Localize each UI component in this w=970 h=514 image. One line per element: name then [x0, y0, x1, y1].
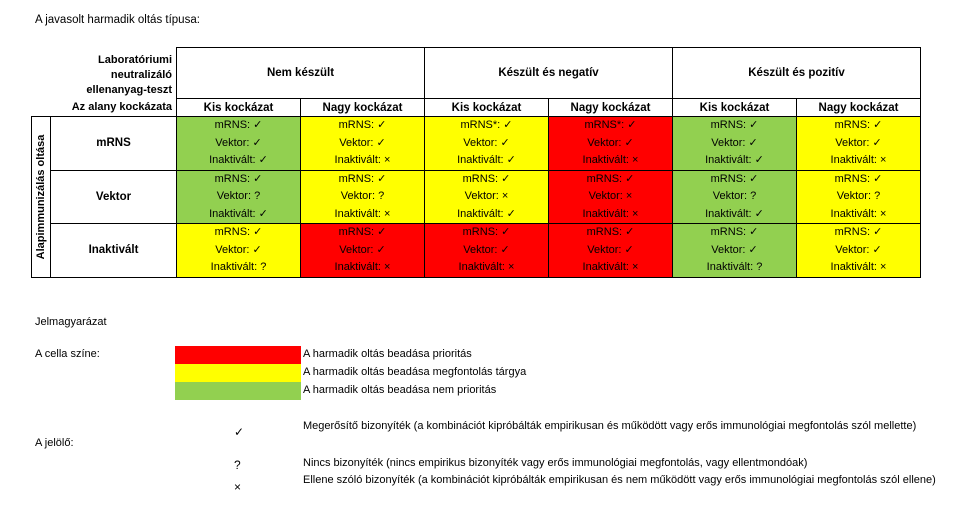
- risk-level-header: Nagy kockázat: [301, 99, 425, 117]
- color-swatch: [175, 382, 301, 400]
- risk-level-header: Nagy kockázat: [797, 99, 921, 117]
- cell-line: Inaktivált: ×: [582, 154, 639, 166]
- recommendation-cell: [797, 224, 921, 278]
- recommendation-cell: [797, 117, 921, 171]
- marker-legend-text: Megerősítő bizonyíték (a kombinációt kipróbálták empirikusan és működött vagy erős immunológiai megfontolás szól mellette): [303, 420, 917, 432]
- cell-line: Vektor: ?: [836, 190, 881, 202]
- cell-line: mRNS: ✓: [214, 119, 263, 131]
- recommendation-cell: [177, 170, 301, 224]
- checkmark-icon: ✓: [234, 425, 245, 439]
- row-label: mRNS: [51, 117, 177, 171]
- cell-line: Vektor: ✓: [835, 136, 882, 149]
- color-legend-label: A cella színe:: [35, 348, 100, 360]
- risk-level-header: Kis kockázat: [177, 99, 301, 117]
- cell-line: Vektor: ✓: [339, 243, 386, 256]
- color-swatch: [175, 364, 301, 382]
- cell-line: Inaktivált: ✓: [457, 207, 516, 220]
- cell-line: Inaktivált: ×: [582, 207, 639, 220]
- lab-test-label-line: ellenanyag-teszt: [86, 83, 172, 96]
- risk-label: Az alany kockázata: [71, 100, 172, 113]
- cell-line: Vektor: ×: [588, 190, 633, 202]
- recommendation-cell: [177, 117, 301, 171]
- color-legend-text: A harmadik oltás beadása nem prioritás: [303, 384, 497, 396]
- legend-heading: Jelmagyarázat: [35, 316, 107, 328]
- cell-line: Vektor: ?: [712, 190, 757, 202]
- cell-line: Vektor: ✓: [463, 136, 510, 149]
- question-icon: ?: [234, 458, 241, 472]
- cell-line: mRNS: ✓: [834, 226, 883, 238]
- cell-line: mRNS: ✓: [710, 172, 759, 185]
- cell-line: mRNS: ✓: [214, 172, 263, 185]
- recommendation-cell: [549, 170, 673, 224]
- group-header: Készült és pozitív: [673, 48, 921, 99]
- recommendation-cell: [425, 117, 549, 171]
- cell-line: mRNS*: ✓: [460, 119, 513, 131]
- recommendation-cell: [673, 224, 797, 278]
- recommendation-cell: [797, 170, 921, 224]
- risk-level-header: Kis kockázat: [425, 99, 549, 117]
- cell-line: mRNS*: ✓: [584, 119, 637, 131]
- cell-line: Inaktivált: ×: [830, 154, 887, 166]
- cell-line: Inaktivált: ×: [334, 154, 391, 166]
- vaccine-recommendation-table: [31, 47, 921, 278]
- row-label: Inaktivált: [51, 224, 177, 278]
- cell-line: mRNS: ✓: [462, 172, 511, 185]
- cell-line: mRNS: ✓: [834, 119, 883, 131]
- cell-line: Vektor: ✓: [215, 243, 262, 256]
- cell-line: Vektor: ✓: [711, 243, 758, 256]
- cell-line: Vektor: ✓: [215, 136, 262, 149]
- recommendation-cell: [673, 170, 797, 224]
- lab-test-label-line: neutralizáló: [110, 68, 172, 81]
- group-header: Nem készült: [177, 48, 425, 99]
- cell-line: Vektor: ✓: [463, 243, 510, 256]
- cross-icon: ×: [234, 480, 242, 494]
- cell-line: mRNS: ✓: [710, 119, 759, 131]
- cell-line: Vektor: ✓: [339, 136, 386, 149]
- group-header: Készült és negatív: [425, 48, 673, 99]
- color-legend-text: A harmadik oltás beadása prioritás: [303, 348, 472, 360]
- marker-legend-text: Nincs bizonyíték (nincs empirikus bizonyíték vagy erős immunológiai megfontolás, vagy ellentmondóak): [303, 457, 808, 469]
- color-swatch: [175, 346, 301, 364]
- recommendation-cell: [177, 224, 301, 278]
- cell-line: mRNS: ✓: [586, 226, 635, 238]
- cell-line: Inaktivált: ✓: [705, 154, 764, 166]
- cell-line: Vektor: ✓: [835, 243, 882, 256]
- cell-line: Inaktivált: ✓: [209, 154, 268, 166]
- row-group-label-text: Alapimmunizálás oltása: [35, 134, 47, 260]
- cell-line: Inaktivált: ×: [582, 261, 639, 273]
- cell-line: mRNS: ✓: [338, 226, 387, 238]
- cell-line: mRNS: ✓: [338, 172, 387, 185]
- cell-line: Vektor: ?: [340, 190, 385, 202]
- recommendation-cell: [549, 224, 673, 278]
- cell-line: Vektor: ?: [216, 190, 261, 202]
- cell-line: Inaktivált: ×: [830, 261, 887, 273]
- cell-line: Vektor: ✓: [587, 243, 634, 256]
- recommendation-cell: [425, 170, 549, 224]
- cell-line: mRNS: ✓: [834, 172, 883, 185]
- row-label: Vektor: [51, 170, 177, 224]
- cell-line: Vektor: ✓: [711, 136, 758, 149]
- cell-line: mRNS: ✓: [462, 226, 511, 238]
- row-group-label: [32, 117, 51, 278]
- cell-line: Inaktivált: ×: [458, 261, 515, 273]
- recommendation-cell: [673, 117, 797, 171]
- cell-line: Inaktivált: ✓: [457, 154, 516, 166]
- recommendation-cell: [301, 117, 425, 171]
- color-legend-text: A harmadik oltás beadása megfontolás tárgya: [303, 366, 527, 378]
- risk-level-header: Kis kockázat: [673, 99, 797, 117]
- cell-line: Vektor: ×: [464, 190, 509, 202]
- risk-level-header: Nagy kockázat: [549, 99, 673, 117]
- recommendation-cell: [301, 224, 425, 278]
- cell-line: Inaktivált: ×: [334, 207, 391, 220]
- cell-line: mRNS: ✓: [214, 226, 263, 238]
- cell-line: Vektor: ✓: [587, 136, 634, 149]
- recommendation-cell: [301, 170, 425, 224]
- marker-legend-label: A jelölő:: [35, 437, 74, 449]
- cell-line: Inaktivált: ?: [210, 261, 267, 273]
- cell-line: Inaktivált: ?: [706, 261, 763, 273]
- cell-line: Inaktivált: ×: [334, 261, 391, 273]
- lab-test-label-line: Laboratóriumi: [98, 53, 172, 66]
- cell-line: mRNS: ✓: [338, 119, 387, 131]
- cell-line: mRNS: ✓: [586, 172, 635, 185]
- cell-line: mRNS: ✓: [710, 226, 759, 238]
- cell-line: Inaktivált: ×: [830, 207, 887, 220]
- recommendation-cell: [549, 117, 673, 171]
- cell-line: Inaktivált: ✓: [705, 207, 764, 220]
- marker-legend-text: Ellene szóló bizonyíték (a kombinációt kipróbálták empirikusan és nem működött vagy erős immunológiai megfontolás szól ellene): [303, 474, 936, 486]
- page-title: A javasolt harmadik oltás típusa:: [35, 14, 200, 26]
- cell-line: Inaktivált: ✓: [209, 207, 268, 220]
- recommendation-cell: [425, 224, 549, 278]
- lab-test-label: [32, 48, 177, 99]
